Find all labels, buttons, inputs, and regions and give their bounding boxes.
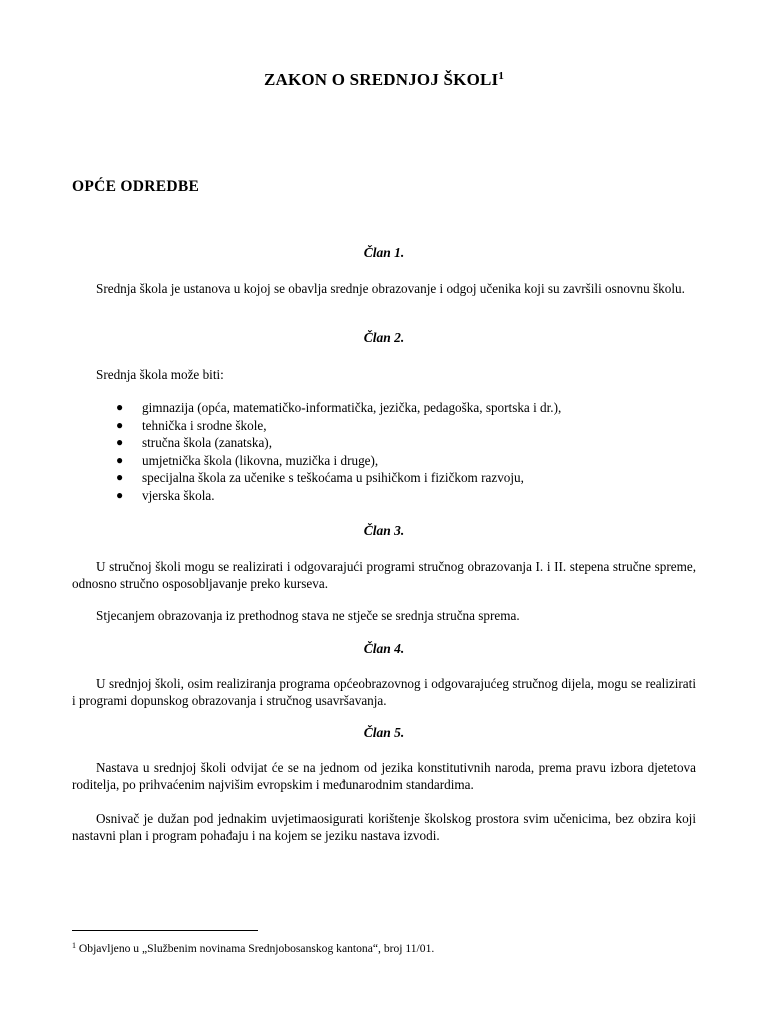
- article-5-paragraph-1: Nastava u srednjoj školi odvijat će se na jednom od jezika konstitutivnih naroda, prema pravu izbora djetetova roditelja, po prihvaćenim najvišim evropskim i međunarodnim standardima.: [72, 760, 696, 792]
- list-item: [72, 399, 696, 417]
- bullet-icon: ●: [116, 487, 124, 502]
- article-4-paragraph: U srednjoj školi, osim realiziranja programa općeobrazovnog i odgovarajućeg stručnog dijela, mogu se realizirati i programi dopunskog obrazovanja i stručnog usavršavanja.: [72, 676, 696, 708]
- bullet-icon: ●: [116, 400, 124, 414]
- article-3-paragraph-1: U stručnoj školi mogu se realizirati i odgovarajući programi stručnog obrazovanja I. i II. stepena stručne spreme, odnosno stručno osposobljavanje preko kurseva.: [72, 559, 696, 591]
- article-5-heading: Član 5.: [363, 725, 405, 740]
- list-item: [72, 417, 696, 435]
- list-item-text: gimnazija (opća, matematičko-informatička, jezička, pedagoška, sportska i dr.),: [142, 400, 562, 415]
- bullet-icon: ●: [116, 435, 124, 450]
- article-2-heading: Član 2.: [363, 330, 405, 345]
- bullet-icon: ●: [116, 417, 124, 432]
- list-item-text: specijalna škola za učenike s teškoćama u psihičkom i fizičkom razvoju,: [142, 470, 524, 486]
- bullet-icon: ●: [116, 452, 124, 467]
- list-item: [72, 487, 696, 505]
- school-types-list: [72, 399, 696, 505]
- article-3-paragraph-2: Stjecanjem obrazovanja iz prethodnog stava ne stječe se srednja stručna sprema.: [96, 608, 520, 623]
- list-item-text: tehnička i srodne škole,: [142, 417, 267, 433]
- footnote-marker: 1: [72, 941, 76, 950]
- article-3-heading: Član 3.: [363, 523, 405, 538]
- list-item-text: vjerska škola.: [142, 487, 215, 503]
- list-item: [72, 452, 696, 470]
- article-5-paragraph-2: Osnivač je dužan pod jednakim uvjetimaosigurati korištenje školskog prostora svim učenicima, bez obzira koji nastavni plan i program pohađaju i na kojem se jeziku nastava izvodi.: [72, 811, 696, 843]
- list-item: [72, 469, 696, 487]
- footnote-divider: [72, 930, 258, 931]
- list-item: [72, 434, 696, 452]
- article-2-intro: Srednja škola može biti:: [96, 367, 224, 382]
- title-footnote-marker: 1: [498, 70, 505, 82]
- list-item-text: umjetnička škola (likovna, muzička i druge),: [142, 452, 379, 468]
- document-title: [0, 70, 768, 90]
- footnote: [72, 938, 696, 956]
- article-1-paragraph: Srednja škola je ustanova u kojoj se obavlja srednje obrazovanje i odgoj učenika koji su završili osnovnu školu.: [96, 281, 685, 296]
- section-heading: OPĆE ODREDBE: [72, 178, 200, 195]
- bullet-icon: ●: [116, 470, 124, 485]
- article-4-heading: Član 4.: [363, 641, 405, 656]
- list-item-text: stručna škola (zanatska),: [142, 435, 272, 451]
- document-title-text: ZAKON O SREDNJOJ ŠKOLI: [263, 70, 499, 89]
- footnote-text: Objavljeno u „Službenim novinama Srednjobosanskog kantona“, broj 11/01.: [76, 942, 435, 955]
- article-1-heading: Član 1.: [363, 245, 405, 260]
